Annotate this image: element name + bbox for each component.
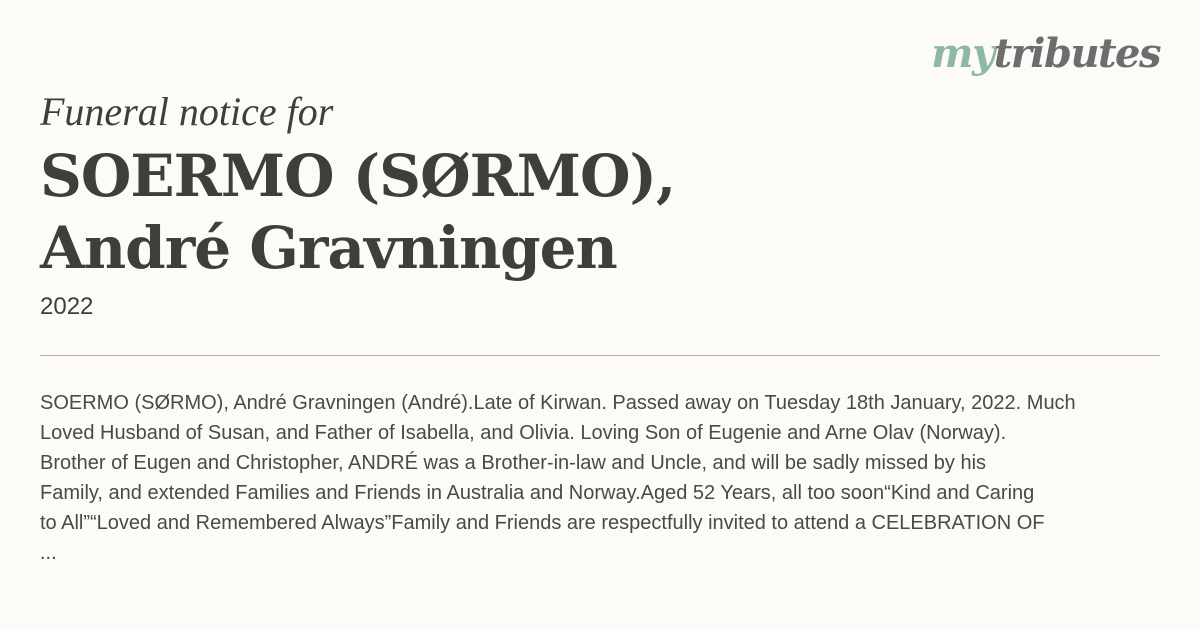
deceased-name-title bbox=[40, 140, 940, 284]
body-line: Brother of Eugen and Christopher, ANDRÉ was a Brother-in-law and Uncle, and will be sadly missed by his bbox=[40, 452, 987, 474]
body-line: SOERMO (SØRMO), André Gravningen (André).Late of Kirwan. Passed away on Tuesday 18th January, 2022. Much bbox=[40, 392, 1076, 414]
logo-my-text: my bbox=[931, 30, 994, 77]
mytributes-logo[interactable] bbox=[931, 30, 1160, 77]
body-line: Loved Husband of Susan, and Father of Isabella, and Olivia. Loving Son of Eugenie and Arne Olav (Norway). bbox=[40, 422, 1007, 444]
body-line: to All”“Loved and Remembered Always”Family and Friends are respectfully invited to attend a CELEBRATION OF bbox=[40, 512, 1045, 534]
notice-year: 2022 bbox=[40, 293, 94, 320]
divider bbox=[40, 355, 1160, 356]
title-line-surname: SOERMO (SØRMO), bbox=[40, 142, 676, 210]
body-line: Family, and extended Families and Friends in Australia and Norway.Aged 52 Years, all too soon“Kind and Caring bbox=[40, 482, 1035, 504]
logo-tributes-text: tributes bbox=[993, 30, 1160, 77]
title-line-given-names: André Gravningen bbox=[40, 214, 617, 282]
notice-subtitle: Funeral notice for bbox=[40, 89, 334, 134]
body-ellipsis: ... bbox=[40, 542, 57, 564]
notice-body bbox=[40, 388, 1160, 568]
